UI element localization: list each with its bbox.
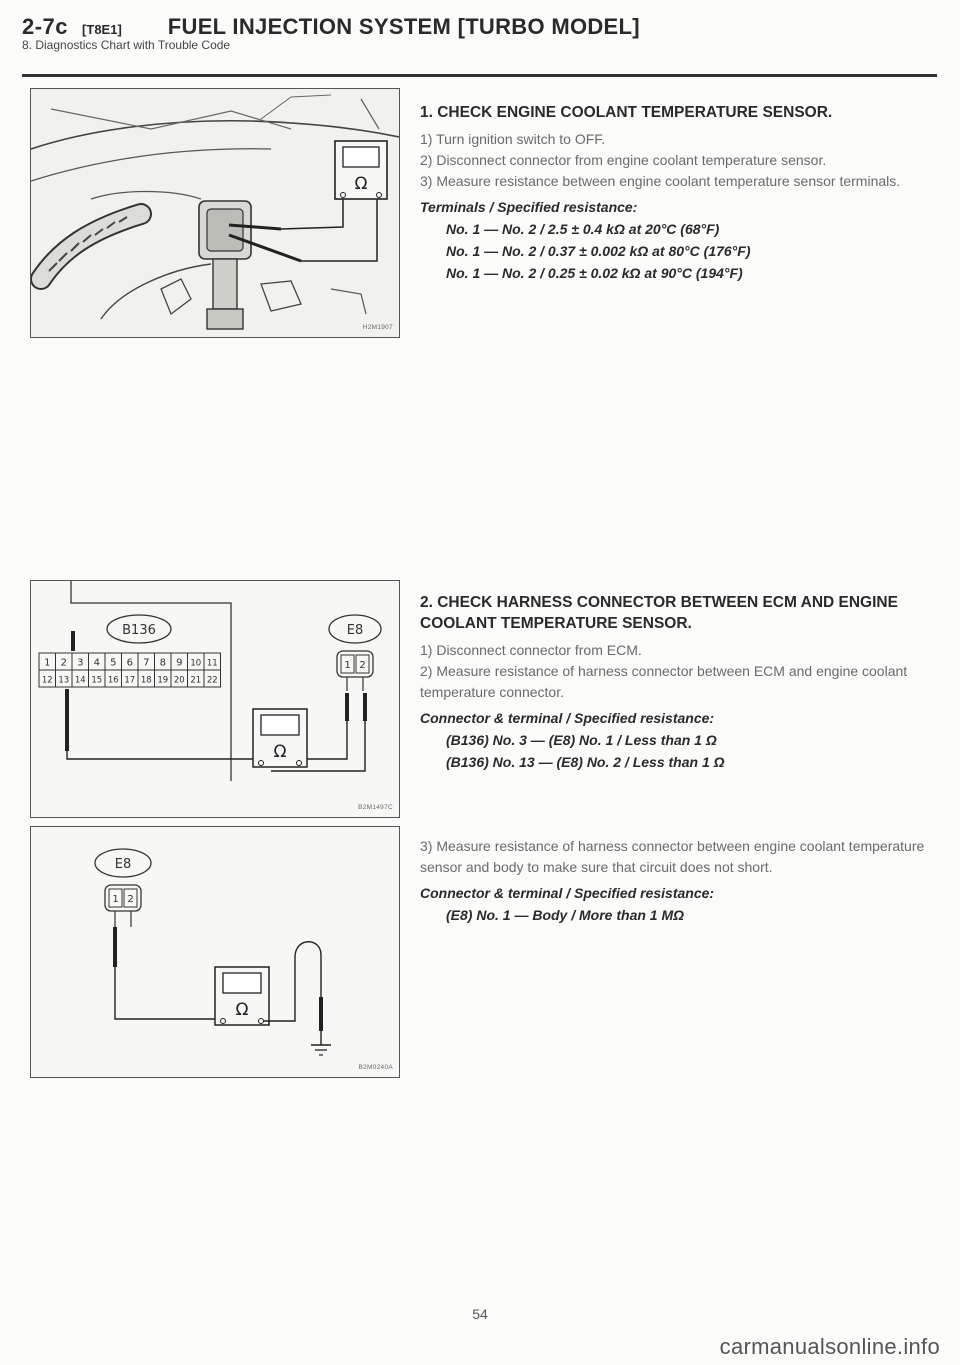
pin-label: 13 — [58, 675, 70, 686]
sensor-illustration — [31, 89, 399, 337]
connector-e8-label: E8 — [114, 857, 132, 872]
pin-label: 11 — [206, 658, 218, 669]
pin-label: 5 — [110, 657, 117, 669]
pin-label: 2 — [60, 657, 67, 669]
pin-label: 17 — [124, 675, 136, 686]
step2-block — [420, 592, 940, 773]
step1-block — [420, 102, 940, 284]
pin-label: 7 — [143, 657, 150, 669]
step2-spec-heading: Connector & terminal / Specified resistance: — [420, 710, 715, 726]
figure-ecm-wiring — [30, 580, 400, 818]
svg-text:1: 1 — [344, 660, 351, 671]
pin-label: 18 — [140, 675, 152, 686]
page-number: 54 — [472, 1306, 488, 1322]
section-code: [T8E1] — [82, 22, 122, 37]
figure-code: H2M1907 — [362, 324, 393, 331]
ground-icon — [311, 1045, 331, 1055]
svg-text:2: 2 — [359, 660, 366, 671]
figure-code: B2M0240A — [358, 1064, 393, 1071]
connector-e8 — [105, 885, 141, 927]
page-title: FUEL INJECTION SYSTEM [TURBO MODEL] — [167, 14, 640, 39]
step1-spec-heading: Terminals / Specified resistance: — [420, 199, 638, 215]
figure-sensor-photo — [30, 88, 400, 338]
step2-title: 2. CHECK HARNESS CONNECTOR BETWEEN ECM AND ENGINE COOLANT TEMPERATURE SENSOR. — [420, 594, 898, 632]
pin-grid-b136 — [39, 653, 221, 687]
pin-label: 6 — [126, 657, 133, 669]
ohm-symbol: Ω — [354, 174, 368, 194]
step1-title: 1. CHECK ENGINE COOLANT TEMPERATURE SENSOR. — [420, 104, 833, 121]
pin-label: 14 — [74, 675, 86, 686]
figure-code: B2M1497C — [358, 804, 393, 811]
step2-instruction-3: 3) Measure resistance of harness connector between engine coolant temperature sensor and body to make sure that circuit does not short. — [420, 838, 925, 875]
connector-e8 — [337, 651, 373, 691]
page-subtitle: 8. Diagnostics Chart with Trouble Code — [22, 38, 231, 52]
ohmmeter-icon — [335, 141, 387, 199]
ohmmeter-icon — [215, 967, 269, 1025]
step2-spec-1: (B136) No. 3 — (E8) No. 1 / Less than 1 Ω — [446, 732, 717, 748]
svg-text:1: 1 — [112, 894, 119, 905]
pin-label: 16 — [107, 675, 119, 686]
step2-spec-heading-2: Connector & terminal / Specified resistance: — [420, 885, 715, 901]
pin-label: 1 — [44, 657, 51, 669]
step1-instruction-3: 3) Measure resistance between engine coolant temperature sensor terminals. — [420, 173, 901, 189]
section-number: 2-7c — [22, 14, 69, 39]
body-short-diagram — [31, 827, 399, 1077]
svg-text:2: 2 — [127, 894, 134, 905]
step1-spec-2: No. 1 — No. 2 / 0.37 ± 0.002 kΩ at 80°C (176°F) — [446, 243, 751, 259]
connector-e8-label: E8 — [346, 623, 364, 638]
pin-label: 10 — [190, 658, 202, 669]
step1-spec-1: No. 1 — No. 2 / 2.5 ± 0.4 kΩ at 20°C (68°F) — [446, 221, 720, 237]
pin-label: 12 — [41, 675, 53, 686]
svg-text:Ω: Ω — [235, 1000, 249, 1020]
ecm-wiring-diagram — [31, 581, 399, 817]
step2-instruction-1: 1) Disconnect connector from ECM. — [420, 642, 642, 658]
pin-label: 4 — [93, 657, 100, 669]
pin-label: 21 — [190, 675, 202, 686]
header-line — [22, 14, 942, 40]
step2-spec-2: (B136) No. 13 — (E8) No. 2 / Less than 1 Ω — [446, 754, 725, 770]
step2-instruction-2: 2) Measure resistance of harness connector between ECM and engine coolant temperature connector. — [420, 663, 908, 700]
svg-text:Ω: Ω — [273, 742, 287, 762]
step2-spec-3: (E8) No. 1 — Body / More than 1 MΩ — [446, 907, 685, 923]
ohmmeter-icon — [253, 709, 307, 767]
pin-label: 22 — [206, 675, 218, 686]
connector-b136-label: B136 — [122, 623, 156, 638]
step1-instruction-1: 1) Turn ignition switch to OFF. — [420, 131, 606, 147]
page-header — [22, 14, 942, 52]
pin-label: 19 — [157, 675, 169, 686]
step1-spec-3: No. 1 — No. 2 / 0.25 ± 0.02 kΩ at 90°C (194°F) — [446, 265, 743, 281]
pin-label: 20 — [173, 675, 185, 686]
pin-label: 9 — [176, 657, 183, 669]
pin-label: 15 — [91, 675, 103, 686]
figure-body-short-check — [30, 826, 400, 1078]
pin-label: 3 — [77, 657, 84, 669]
header-rule — [22, 74, 937, 77]
step2-part3-block — [420, 836, 940, 926]
step1-instruction-2: 2) Disconnect connector from engine coolant temperature sensor. — [420, 152, 827, 168]
pin-label: 8 — [159, 657, 166, 669]
watermark: carmanualsonline.info — [719, 1334, 940, 1359]
